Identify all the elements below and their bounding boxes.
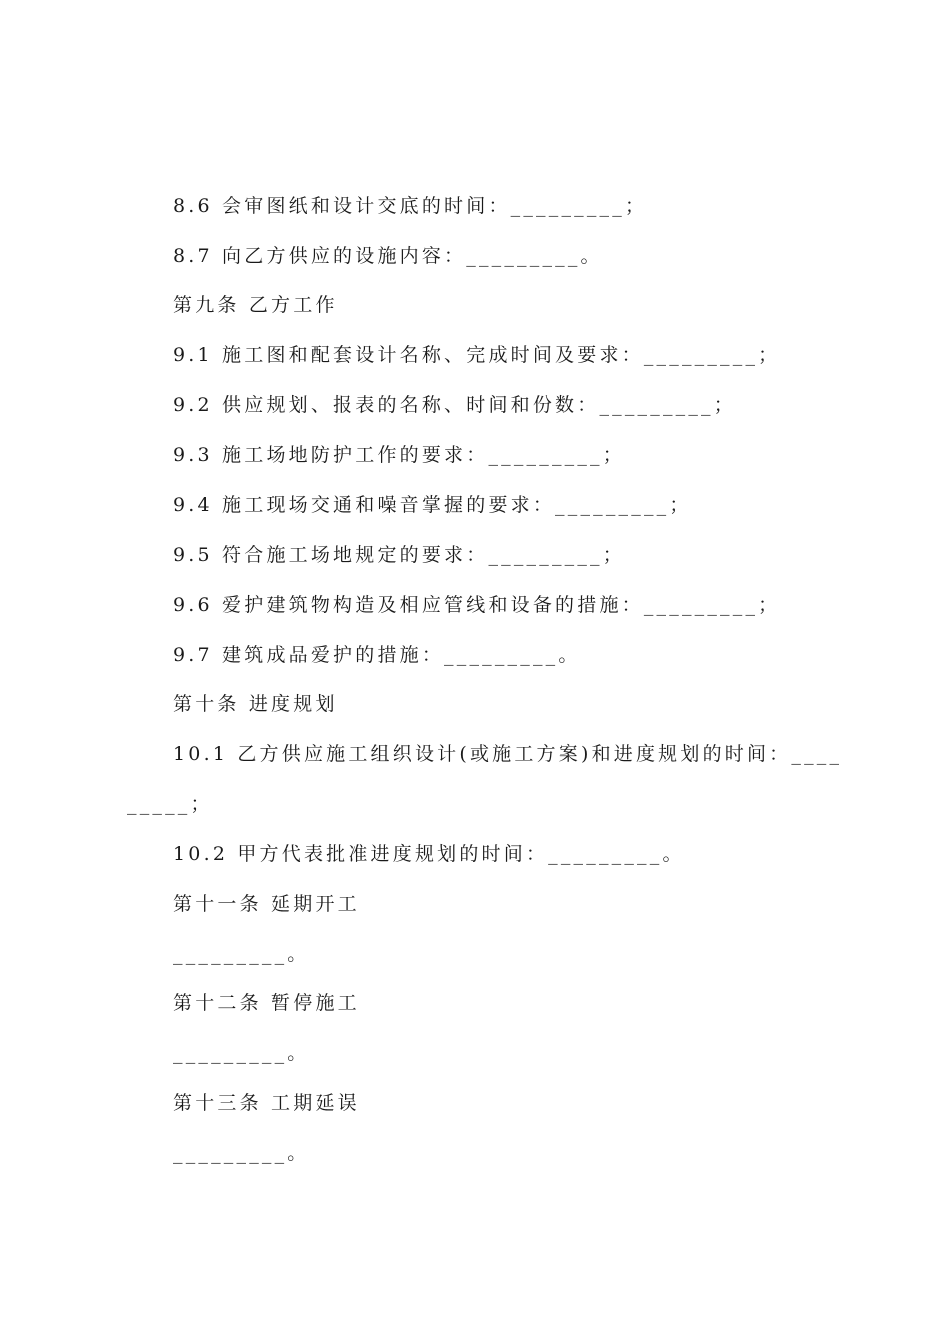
article-13-heading: 第十三条 工期延误 <box>173 1092 360 1114</box>
clause-10-2: 10.2 甲方代表批准进度规划的时间：_________。 <box>173 843 685 865</box>
clause-9-1: 9.1 施工图和配套设计名称、完成时间及要求：_________； <box>173 344 781 366</box>
article-11-heading: 第十一条 延期开工 <box>173 893 360 915</box>
article-10-heading: 第十条 进度规划 <box>173 693 338 715</box>
clause-9-5: 9.5 符合施工场地规定的要求：_________； <box>173 544 625 566</box>
clause-8-6: 8.6 会审图纸和设计交底的时间：_________； <box>173 195 648 217</box>
article-12-blank: _________。 <box>173 1042 310 1064</box>
article-11-blank: _________。 <box>173 943 310 965</box>
article-12-heading: 第十二条 暂停施工 <box>173 992 360 1014</box>
clause-9-2: 9.2 供应规划、报表的名称、时间和份数：_________； <box>173 394 736 416</box>
clause-8-7: 8.7 向乙方供应的设施内容：_________。 <box>173 245 603 267</box>
clause-10-1-continuation: _____； <box>127 793 213 815</box>
clause-9-3: 9.3 施工场地防护工作的要求：_________； <box>173 444 625 466</box>
clause-9-4: 9.4 施工现场交通和噪音掌握的要求：_________； <box>173 494 692 516</box>
clause-9-7: 9.7 建筑成品爱护的措施：_________。 <box>173 644 581 666</box>
clause-10-1: 10.1 乙方供应施工组织设计(或施工方案)和进度规划的时间：____ <box>173 743 843 765</box>
clause-9-6: 9.6 爱护建筑物构造及相应管线和设备的措施：_________； <box>173 594 781 616</box>
article-9-heading: 第九条 乙方工作 <box>173 294 338 316</box>
article-13-blank: _________。 <box>173 1142 310 1164</box>
